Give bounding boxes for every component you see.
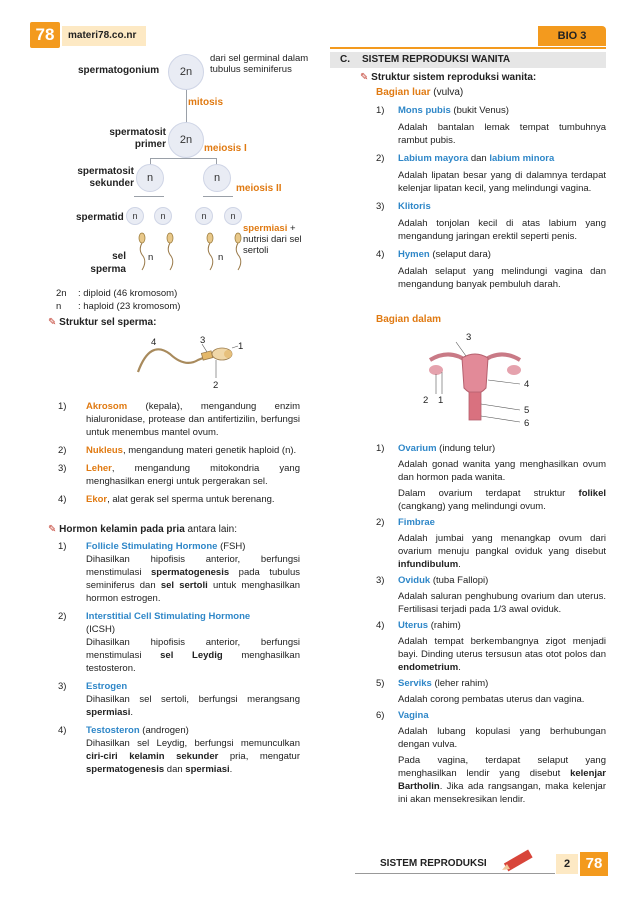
sperm-n-label: n xyxy=(218,252,224,263)
pencil-icon xyxy=(498,842,538,878)
site-name: materi78.co.nr xyxy=(62,26,146,46)
spermatosit-primer-cell: 2n xyxy=(168,122,204,158)
bagian-luar-list xyxy=(376,104,606,296)
bagian-luar-heading: Bagian luar (vulva) xyxy=(376,87,464,98)
legend-item: n : haploid (23 kromosom) xyxy=(56,301,181,312)
sperm-figure-label: 3 xyxy=(200,335,206,346)
page-number: 2 xyxy=(556,854,578,874)
spermatosit-sekunder-label: spermatosit sekunder xyxy=(77,166,134,189)
footer-logo: 78 xyxy=(580,852,608,876)
sperm-icon xyxy=(207,233,213,270)
sperm-figure-label: 1 xyxy=(238,341,244,352)
sel-sperma-label: sel sperma xyxy=(90,251,126,275)
section-title: SISTEM REPRODUKSI WANITA xyxy=(362,54,511,65)
struktur-sperma-heading: ✎ Struktur sel sperma: xyxy=(48,317,157,328)
connector-line xyxy=(186,88,187,124)
list-item: 4) Ekor, alat gerak sel sperma untuk berenang. xyxy=(58,494,275,505)
germinal-note: dari sel germinal dalam tubulus seminiferus xyxy=(210,53,309,75)
spermiasi-note: spermiasi + nutrisi dari sel sertoli xyxy=(243,223,302,256)
list-item: 3) Leher, mengandung mitokondria yang menghasilkan energi untuk pergerakan sel. xyxy=(58,463,300,487)
spermatid-label: spermatid xyxy=(76,212,124,223)
list-item: 1) Akrosom (kepala), mengandung enzim hialuronidase, protease dan antifertizilin, berfungsi untuk menembus mantel ovum. xyxy=(58,401,300,438)
header-divider xyxy=(330,47,606,49)
hormon-heading: ✎ Hormon kelamin pada pria antara lain: xyxy=(48,524,238,535)
connector-line xyxy=(134,196,164,197)
list-item: 3) Klitoris Adalah tonjolan kecil di atas labium yang mengandung jaringan erektil seperti penis. xyxy=(376,201,606,242)
pencil-bullet-icon: ✎ xyxy=(360,72,369,83)
spermatosit-sekunder-cell: n xyxy=(136,164,164,192)
site-logo: 78 xyxy=(30,22,60,48)
footer-title: SISTEM REPRODUKSI xyxy=(380,858,487,869)
connector-line xyxy=(203,196,233,197)
struktur-wanita-heading: ✎ Struktur sistem reproduksi wanita: xyxy=(360,72,537,83)
meiosis2-label: meiosis II xyxy=(236,183,282,194)
list-item: 3) Estrogen Dihasilkan sel sertoli, berfungsi merangsang spermiasi. xyxy=(58,681,300,718)
pencil-bullet-icon: ✎ xyxy=(48,317,57,328)
sperm-icon xyxy=(167,233,173,270)
list-item: 2) Labium mayora dan labium minora Adalah lipatan besar yang di dalamnya terdapat kelenjar lipatan kecil, yang melindungi vagina. xyxy=(376,153,606,194)
spermatid-cell: n xyxy=(224,207,242,225)
list-item: 3) Oviduk (tuba Fallopi) Adalah saluran penghubung ovarium dan uterus. Fertilisasi terjadi pada 1/3 awal oviduk. xyxy=(376,575,606,615)
list-item: 2) Nukleus, mengandung materi genetik haploid (n). xyxy=(58,445,297,456)
uterus-figure-label: 6 xyxy=(524,418,530,429)
meiosis1-label: meiosis I xyxy=(204,143,247,154)
list-item: 2) Fimbrae Adalah jumbai yang menangkap ovum dari ovarium menuju pangkal oviduk yang disebut infundibulum. xyxy=(376,517,606,570)
uterus-figure-label: 2 xyxy=(423,395,429,406)
list-item: 4) Testosteron (androgen) Dihasilkan sel Leydig, berfungsi memunculkan ciri-ciri kelamin sekunder pria, mengatur spermatogenesis dan spermiasi. xyxy=(58,725,300,775)
spermatosit-sekunder-cell: n xyxy=(203,164,231,192)
list-item: 5) Serviks (leher rahim) Adalah corong pembatas uterus dan vagina. xyxy=(376,678,585,705)
spermatogonium-cell: 2n xyxy=(168,54,204,90)
pencil-bullet-icon: ✎ xyxy=(48,524,57,535)
sperm-structure-figure xyxy=(130,334,250,394)
list-item: 1) Mons pubis (bukit Venus) Adalah bantalan lemak tempat tumbuhnya rambut pubis. xyxy=(376,105,606,146)
sperm-structure-list xyxy=(58,400,300,511)
section-letter: C. xyxy=(340,54,350,65)
uterus-figure-label: 5 xyxy=(524,405,530,416)
sperm-figure-label: 2 xyxy=(213,380,219,391)
list-item: 4) Uterus (rahim) Adalah tempat berkembangnya zigot menjadi bayi. Dinding uterus tersusun atas otot polos dan endometrium. xyxy=(376,620,606,673)
uterus-figure-label: 4 xyxy=(524,379,530,390)
mitosis-label: mitosis xyxy=(188,97,224,108)
uterus-figure-label: 1 xyxy=(438,395,444,406)
hormon-list xyxy=(58,540,300,781)
spermatid-cell: n xyxy=(126,207,144,225)
list-item: 1) Follicle Stimulating Hormone (FSH) Dihasilkan hipofisis anterior, berfungsi menstimulasi spermatogenesis pada tubulus seminiferus dan sel sertoli untuk menghasilkan hormon estrogen. xyxy=(58,541,301,604)
spermatosit-primer-label: spermatosit primer xyxy=(109,127,166,150)
sperm-icon xyxy=(235,233,241,270)
bagian-dalam-list xyxy=(376,442,606,809)
list-item: 6) Vagina Adalah lubang kopulasi yang berhubungan dengan vulva. Pada vagina, terdapat selaput yang menghasilkan lendir yang disebut kelenjar Bartholin. Jika ada rangsangan, maka kelenjar ini akan mensekresikan lendir. xyxy=(376,710,606,805)
female-reproductive-figure xyxy=(420,340,530,440)
sperm-figure-label: 4 xyxy=(151,337,157,348)
connector-line xyxy=(150,158,216,159)
uterus-figure-label: 3 xyxy=(466,332,472,343)
sperm-n-label: n xyxy=(148,252,154,263)
subject-badge: BIO 3 xyxy=(538,26,606,46)
list-item: 1) Ovarium (indung telur) Adalah gonad wanita yang menghasilkan ovum dan hormon pada wanita. Dalam ovarium terdapat struktur folikel (cangkang) yang melindungi ovum. xyxy=(376,443,606,512)
legend-item: 2n : diploid (46 kromosom) xyxy=(56,288,178,299)
bagian-dalam-heading: Bagian dalam xyxy=(376,314,442,325)
spermatogonium-label: spermatogonium xyxy=(78,65,160,76)
spermatid-cell: n xyxy=(154,207,172,225)
sperm-icon xyxy=(139,233,145,270)
list-item: 2) Interstitial Cell Stimulating Hormone (ICSH) Dihasilkan hipofisis anterior, berfungsi menstimulasi sel Leydig menghasilkan testosteron. xyxy=(58,611,300,674)
spermatid-cell: n xyxy=(195,207,213,225)
list-item: 4) Hymen (selaput dara) Adalah selaput yang melindungi vagina dan mengandung banyak pembuluh darah. xyxy=(376,249,606,290)
